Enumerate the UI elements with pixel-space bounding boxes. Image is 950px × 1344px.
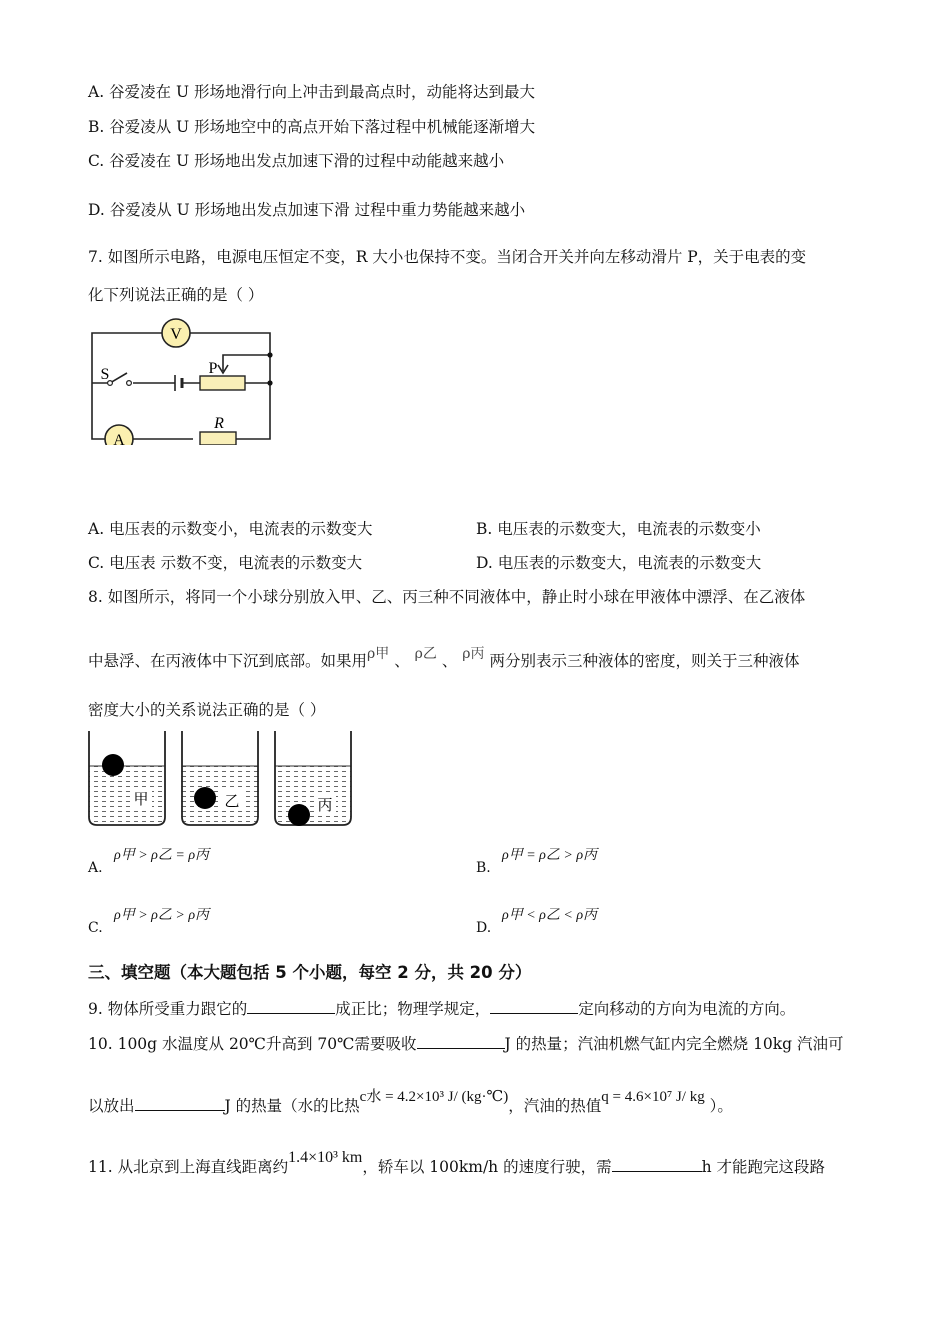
circuit-diagram	[85, 315, 285, 445]
q8-option-c-label: C.	[88, 920, 103, 936]
q10-line2: 以放出 J 的热量（水的比热c水 = 4.2×10³ J/ (kg·℃)，汽油的热值q = 4.6×10⁷ J/ kg ）。	[88, 1089, 733, 1115]
q8-option-c: ρ甲 > ρ乙 > ρ丙	[114, 908, 210, 923]
q10-blank-2[interactable]	[135, 1096, 225, 1111]
q6-option-b: B. 谷爱凌从 U 形场地空中的高点开始下落过程中机械能逐渐增大	[88, 118, 536, 136]
rho-bing-symbol: ρ丙	[462, 646, 485, 662]
voltmeter-label: V	[170, 326, 182, 343]
beijing-shanghai-distance: 1.4×10³ km	[288, 1149, 363, 1166]
ammeter-label: A	[113, 432, 125, 445]
q8-option-b: ρ甲 = ρ乙 > ρ丙	[502, 848, 598, 863]
q9-line: 9. 物体所受重力跟它的 成正比；物理学规定， 定向移动的方向为电流的方向。	[88, 1000, 796, 1018]
q6-option-d: D. 谷爱凌从 U 形场地出发点加速下滑 过程中重力势能越来越小	[88, 201, 526, 219]
beaker-label-jia: 甲	[133, 792, 149, 808]
q8-option-d: ρ甲 < ρ乙 < ρ丙	[502, 908, 598, 923]
q7-stem-line1: 7. 如图所示电路，电源电压恒定不变，R 大小也保持不变。当闭合开关并向左移动滑片 P，关于电表的变	[88, 248, 807, 266]
water-specific-heat: c水 = 4.2×10³ J/ (kg·℃)	[359, 1089, 509, 1105]
rho-jia-symbol: ρ甲	[367, 646, 390, 662]
q8-option-d-label: D.	[476, 920, 492, 936]
beaker-label-bing: 丙	[317, 798, 333, 814]
q10-blank-1[interactable]	[417, 1034, 505, 1049]
q8-stem-line1: 8. 如图所示，将同一个小球分别放入甲、乙、丙三种不同液体中，静止时小球在甲液体中漂浮、在乙液体	[88, 588, 806, 606]
resistor-label: R	[214, 415, 224, 432]
q7-option-d: D. 电压表的示数变大，电流表的示数变大	[476, 554, 762, 572]
q7-option-c: C. 电压表 示数不变，电流表的示数变大	[88, 554, 363, 572]
switch-label: S	[100, 366, 110, 383]
q9-blank-1[interactable]	[247, 999, 335, 1014]
q7-option-a: A. 电压表的示数变小，电流表的示数变大	[88, 520, 373, 538]
q8-stem-line3: 密度大小的关系说法正确的是（ ）	[88, 701, 326, 719]
beaker-label-yi: 乙	[224, 794, 240, 810]
q6-option-a: A. 谷爱凌在 U 形场地滑行向上冲击到最高点时，动能将达到最大	[88, 83, 535, 101]
q8-stem-line2: 中悬浮、在丙液体中下沉到底部。如果用ρ甲 、 ρ乙 、 ρ丙 两分别表示三种液体的密度，则关于三种液体	[88, 646, 800, 670]
slider-label: P	[208, 360, 218, 377]
rho-yi-symbol: ρ乙	[414, 646, 437, 662]
q8-option-a: ρ甲 > ρ乙 = ρ丙	[114, 848, 210, 863]
q7-option-b: B. 电压表的示数变大，电流表的示数变小	[476, 520, 761, 538]
q7-stem-line2: 化下列说法正确的是（ ）	[88, 286, 264, 304]
section3-heading: 三、填空题（本大题包括 5 个小题，每空 2 分，共 20 分）	[88, 963, 532, 982]
beakers-diagram	[86, 729, 358, 831]
q11-line: 11. 从北京到上海直线距离约1.4×10³ km，轿车以 100km/h 的速度行驶，需 h 才能跑完这段路	[88, 1149, 826, 1176]
q9-blank-2[interactable]	[490, 999, 578, 1014]
q8-option-a-label: A.	[88, 860, 103, 876]
q11-blank-1[interactable]	[612, 1157, 702, 1172]
gasoline-heat-value: q = 4.6×10⁷ J/ kg	[601, 1089, 705, 1105]
q10-line1: 10. 100g 水温度从 20℃升高到 70℃需要吸收 J 的热量；汽油机燃气缸内完全燃烧 10kg 汽油可	[88, 1035, 844, 1053]
q6-option-c: C. 谷爱凌在 U 形场地出发点加速下滑的过程中动能越来越小	[88, 152, 505, 170]
q8-option-b-label: B.	[476, 860, 491, 876]
